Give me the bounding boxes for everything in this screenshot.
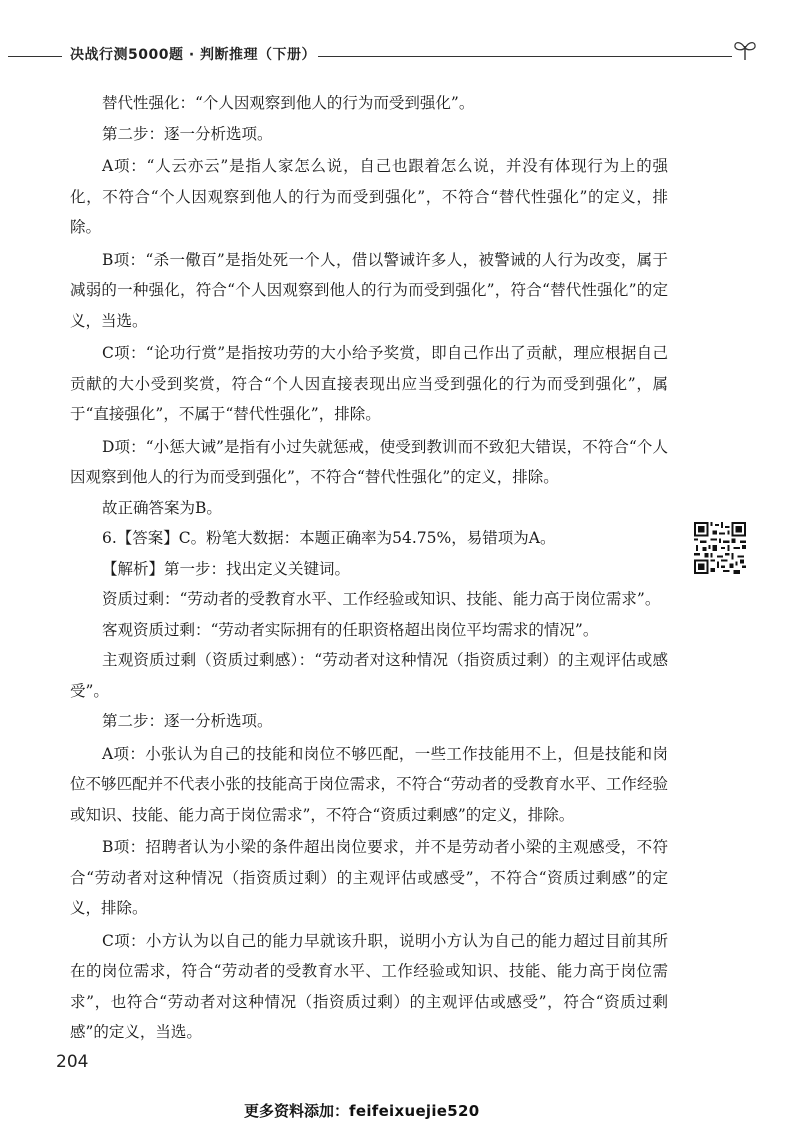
q6-step-two-heading: 第二步：逐一分析选项。 <box>102 712 273 730</box>
running-header <box>0 34 800 74</box>
book-title: 决战行测5000题 · 判断推理（下册） <box>70 47 317 63</box>
footer-prefix: 更多资料添加： <box>244 1102 350 1120</box>
q6-option-c-analysis: C项：小方认为以自己的能力早就该升职，说明小方认为自己的能力超过目前其所在的岗位需求，符合“劳动者的受教育水平、工作经验或知识、技能、能力高于岗位需求”，也符合“劳动者对这种情况（指资质过剩）的主观评估或感受”，符合“资质过剩感”的定义，当选。 <box>70 931 668 1041</box>
header-rule-right <box>318 56 732 57</box>
step-two-heading: 第二步：逐一分析选项。 <box>102 124 273 143</box>
footer-wechat-id: feifeixuejie520 <box>349 1102 480 1120</box>
option-b-analysis: B项：“杀一儆百”是指处死一个人，借以警诫许多人，被警诫的人行为改变，属于减弱的一种强化，符合“个人因观察到他人的行为而受到强化”，符合“替代性强化”的定义，当选。 <box>70 250 668 330</box>
footer-contact <box>244 1100 480 1121</box>
q6-option-b-analysis: B项：招聘者认为小梁的条件超出岗位要求，并不是劳动者小梁的主观感受，不符合“劳动者对这种情况（指资质过剩）的主观评估或感受”，不符合“资质过剩感”的定义，排除。 <box>70 838 668 917</box>
q6-option-a-analysis: A项：小张认为自己的技能和岗位不够匹配，一些工作技能用不上，但是技能和岗位不够匹配并不代表小张的技能高于岗位需求，不符合“劳动者的受教育水平、工作经验或知识、技能、能力高于岗位需求”，不符合“资质过剩感”的定义，排除。 <box>70 744 668 824</box>
definition-subjective: 主观资质过剩（资质过剩感）：“劳动者对这种情况（指资质过剩）的主观评估或感受”。 <box>70 651 668 700</box>
qr-code-icon <box>694 522 746 574</box>
sprout-icon <box>732 38 758 62</box>
header-rule-left <box>8 56 62 57</box>
definition-objective: 客观资质过剩：“劳动者实际拥有的任职资格超出岗位平均需求的情况”。 <box>102 620 599 639</box>
page-number: 204 <box>56 1052 89 1072</box>
option-a-analysis: A项：“人云亦云”是指人家怎么说，自己也跟着怎么说，并没有体现行为上的强化，不符合“个人因观察到他人的行为而受到强化”，不符合“替代性强化”的定义，排除。 <box>70 157 668 236</box>
q6-analysis-step-one: 【解析】第一步：找出定义关键词。 <box>102 559 351 578</box>
definition-overqualification: 资质过剩：“劳动者的受教育水平、工作经验或知识、技能、能力高于岗位需求”。 <box>102 590 661 608</box>
option-d-analysis: D项：“小惩大诫”是指有小过失就惩戒，使受到教训而不致犯大错误，不符合“个人因观察到他人的行为而受到强化”，不符合“替代性强化”的定义，排除。 <box>70 437 668 486</box>
answer-conclusion: 故正确答案为B。 <box>102 498 222 517</box>
page-body <box>70 88 668 1048</box>
option-c-analysis: C项：“论功行赏”是指按功劳的大小给予奖赏，即自己作出了贡献，理应根据自己贡献的大小受到奖赏，符合“个人因直接表现出应当受到强化的行为而受到强化”，属于“直接强化”，不属于“替代性强化”，排除。 <box>70 344 668 423</box>
definition-vicarious: 替代性强化：“个人因观察到他人的行为而受到强化”。 <box>102 94 475 112</box>
q6-answer: 6.【答案】C。粉笔大数据：本题正确率为54.75%，易错项为A。 <box>102 529 556 547</box>
